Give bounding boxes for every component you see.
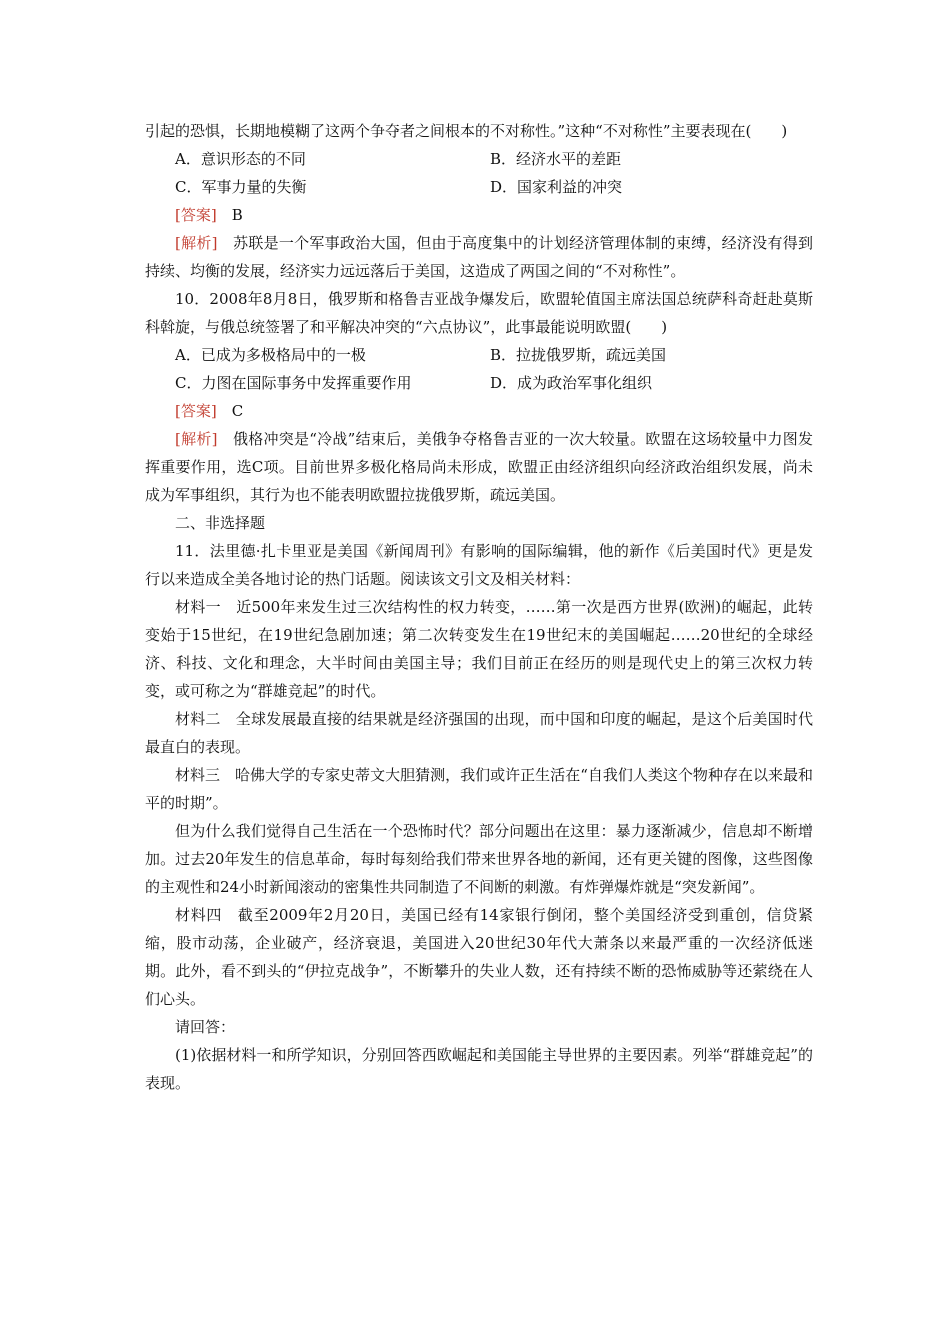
q10-analysis-text: 俄格冲突是“冷战”结束后，美俄争夺格鲁吉亚的一次大较量。欧盟在这场较量中力图发挥重要作用，选C项。目前世界多极化格局尚未形成，欧盟正由经济组织向经济政治组织发展，尚未成为军事组织，其行为也不能表明欧盟拉拢俄罗斯，疏远美国。 bbox=[145, 430, 813, 504]
q11-intro: 11．法里德·扎卡里亚是美国《新闻周刊》有影响的国际编辑，他的新作《后美国时代》更是发行以来造成全美各地讨论的热门话题。阅读该文引文及相关材料： bbox=[145, 542, 813, 588]
section-heading: 二、非选择题 bbox=[175, 514, 266, 532]
q11-subquestion-1: (1)依据材料一和所学知识，分别回答西欧崛起和美国能主导世界的主要因素。列举“群雄竞起”的表现。 bbox=[145, 1046, 813, 1092]
q9-options-row-2 bbox=[145, 173, 813, 201]
q11-material-3-continued: 但为什么我们觉得自己生活在一个恐怖时代？部分问题出在这里：暴力逐渐减少，信息却不断增加。过去20年发生的信息革命，每时每刻给我们带来世界各地的新闻，还有更关键的图像，这些图像的主观性和24小时新闻滚动的密集性共同制造了不间断的刺激。有炸弹爆炸就是“突发新闻”。 bbox=[145, 822, 813, 896]
q11-material-1: 材料一 近500年来发生过三次结构性的权力转变，……第一次是西方世界(欧洲)的崛起，此转变始于15世纪，在19世纪急剧加速；第二次转变发生在19世纪末的美国崛起……20世纪的全球经济、科技、文化和理念，大半时间由美国主导；我们目前正在经历的则是现代史上的第三次权力转变，或可称之为“群雄竞起”的时代。 bbox=[145, 598, 813, 700]
document-body bbox=[145, 117, 813, 1097]
q9-answer-value: B bbox=[231, 206, 243, 224]
q9-option-a: A．意识形态的不同 bbox=[175, 150, 306, 168]
q9-option-c: C．军事力量的失衡 bbox=[175, 178, 307, 196]
q10-option-a: A．已成为多极格局中的一极 bbox=[175, 346, 366, 364]
q10-answer-value: C bbox=[231, 402, 244, 420]
q9-analysis bbox=[145, 229, 813, 285]
q9-stem: 引起的恐惧，长期地模糊了这两个争夺者之间根本的不对称性。”这种“不对称性”主要表现在( ) bbox=[145, 122, 788, 140]
answer-tag: [答案] bbox=[175, 206, 217, 224]
q10-option-b: B．拉拢俄罗斯，疏远美国 bbox=[490, 346, 667, 364]
q9-analysis-text: 苏联是一个军事政治大国，但由于高度集中的计划经济管理体制的束缚，经济没有得到持续、均衡的发展，经济实力远远落后于美国，这造成了两国之间的“不对称性”。 bbox=[145, 234, 813, 280]
q10-options-row-2 bbox=[145, 369, 813, 397]
q11-material-4: 材料四 截至2009年2月20日，美国已经有14家银行倒闭，整个美国经济受到重创，信贷紧缩，股市动荡，企业破产，经济衰退，美国进入20世纪30年代大萧条以来最严重的一次经济低迷期。此外，看不到头的“伊拉克战争”，不断攀升的失业人数，还有持续不断的恐怖威胁等还萦绕在人们心头。 bbox=[145, 906, 813, 1008]
q10-answer bbox=[145, 397, 813, 425]
q9-options-row-1 bbox=[145, 145, 813, 173]
q10-analysis bbox=[145, 425, 813, 509]
q11-material-2: 材料二 全球发展最直接的结果就是经济强国的出现，而中国和印度的崛起，是这个后美国时代最直白的表现。 bbox=[145, 710, 813, 756]
q10-option-d: D．成为政治军事化组织 bbox=[490, 374, 653, 392]
q10-option-c: C．力图在国际事务中发挥重要作用 bbox=[175, 374, 412, 392]
q11-prompt: 请回答： bbox=[175, 1018, 236, 1036]
analysis-tag: [解析] bbox=[175, 430, 218, 448]
q10-options-row-1 bbox=[145, 341, 813, 369]
answer-tag: [答案] bbox=[175, 402, 217, 420]
q9-option-b: B．经济水平的差距 bbox=[490, 150, 622, 168]
q10-stem: 10．2008年8月8日，俄罗斯和格鲁吉亚战争爆发后，欧盟轮值国主席法国总统萨科奇赶赴莫斯科斡旋，与俄总统签署了和平解决冲突的“六点协议”，此事最能说明欧盟( ) bbox=[145, 290, 813, 336]
analysis-tag: [解析] bbox=[175, 234, 218, 252]
q9-answer bbox=[145, 201, 813, 229]
q11-material-3: 材料三 哈佛大学的专家史蒂文大胆猜测，我们或许正生活在“自我们人类这个物种存在以来最和平的时期”。 bbox=[145, 766, 813, 812]
q9-option-d: D．国家利益的冲突 bbox=[490, 178, 623, 196]
